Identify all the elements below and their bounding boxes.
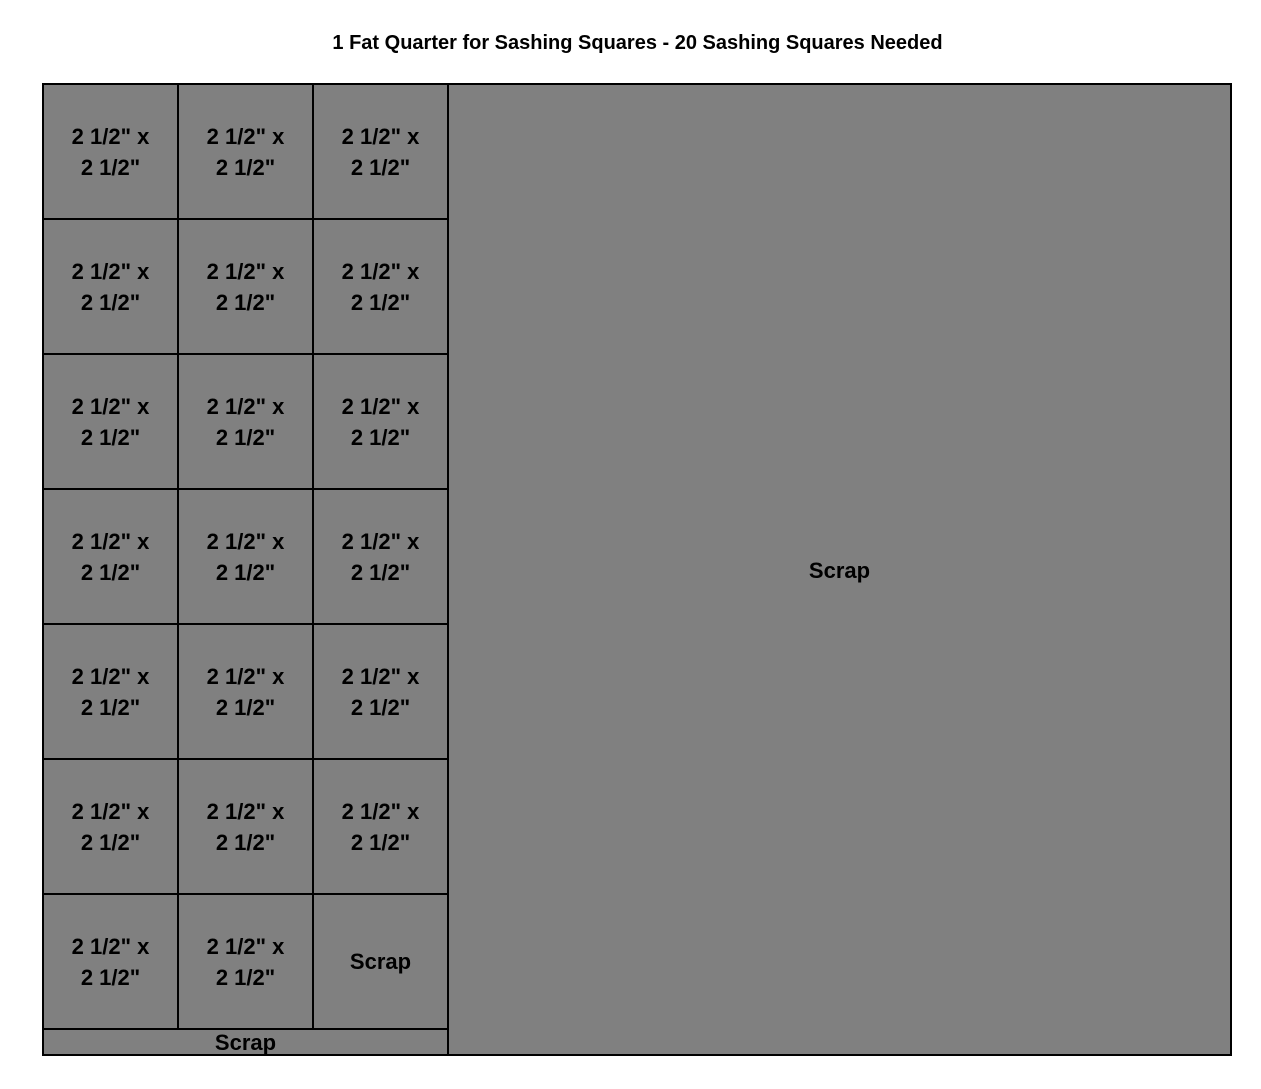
sashing-square-cell: 2 1/2" x 2 1/2" xyxy=(179,85,314,220)
sashing-square-cell: 2 1/2" x 2 1/2" xyxy=(314,625,449,760)
scrap-cell: Scrap xyxy=(314,895,449,1030)
sashing-square-cell: 2 1/2" x 2 1/2" xyxy=(44,355,179,490)
scrap-right-region: Scrap xyxy=(808,557,871,583)
sashing-square-cell: 2 1/2" x 2 1/2" xyxy=(314,490,449,625)
sashing-square-cell: 2 1/2" x 2 1/2" xyxy=(44,760,179,895)
sashing-square-cell: 2 1/2" x 2 1/2" xyxy=(44,625,179,760)
diagram-title: 1 Fat Quarter for Sashing Squares - 20 Sashing Squares Needed xyxy=(332,32,943,54)
sashing-square-cell: 2 1/2" x 2 1/2" xyxy=(314,85,449,220)
scrap-bottom-strip: Scrap xyxy=(44,1030,449,1054)
sashing-square-cell: 2 1/2" x 2 1/2" xyxy=(314,355,449,490)
sashing-square-cell: 2 1/2" x 2 1/2" xyxy=(179,760,314,895)
sashing-square-cell: 2 1/2" x 2 1/2" xyxy=(314,220,449,355)
fat-quarter-board xyxy=(42,83,1232,1056)
sashing-square-cell: 2 1/2" x 2 1/2" xyxy=(179,220,314,355)
sashing-square-cell: 2 1/2" x 2 1/2" xyxy=(44,85,179,220)
sashing-square-cell: 2 1/2" x 2 1/2" xyxy=(179,895,314,1030)
sashing-square-cell: 2 1/2" x 2 1/2" xyxy=(44,220,179,355)
sashing-square-cell: 2 1/2" x 2 1/2" xyxy=(314,760,449,895)
sashing-square-cell: 2 1/2" x 2 1/2" xyxy=(179,355,314,490)
sashing-square-cell: 2 1/2" x 2 1/2" xyxy=(44,490,179,625)
sashing-square-cell: 2 1/2" x 2 1/2" xyxy=(179,490,314,625)
sashing-square-cell: 2 1/2" x 2 1/2" xyxy=(44,895,179,1030)
sashing-square-cell: 2 1/2" x 2 1/2" xyxy=(179,625,314,760)
